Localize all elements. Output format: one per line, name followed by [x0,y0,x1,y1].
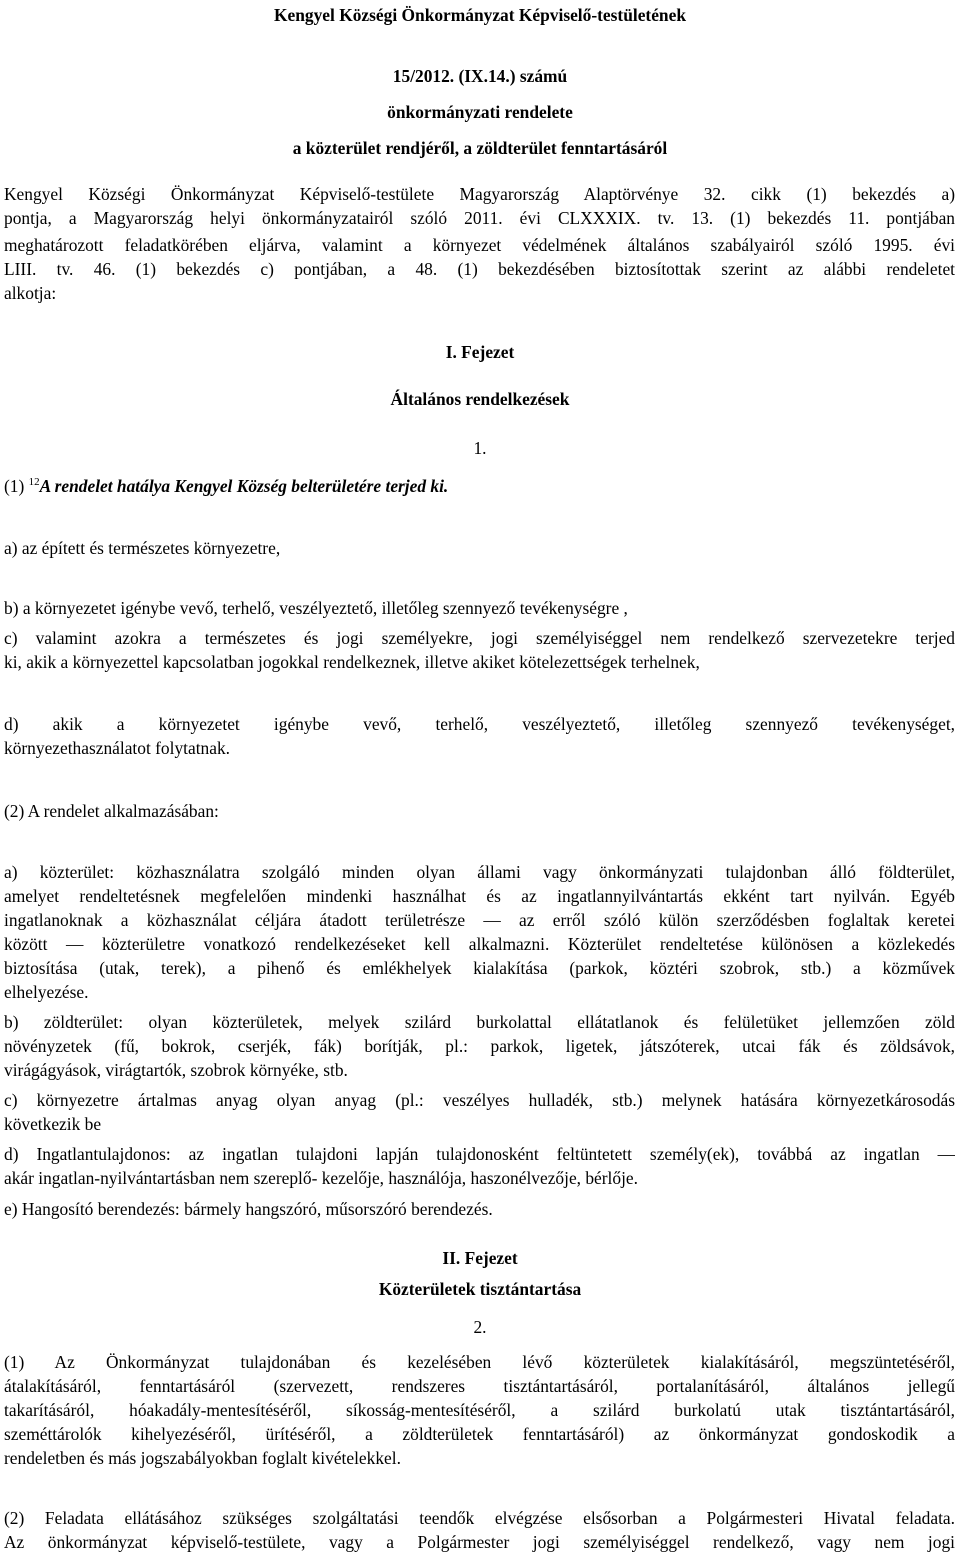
paragraph-2-2-line: (2) Feladata ellátásához szükséges szolgáltatási teendők elvégzése elsősorban a Polgármesteri Hivatal feladata. [4,1508,955,1528]
item-a: a) az épített és természetes környezetre, [4,538,281,558]
definition-a-line: között — közterületre vonatkozó rendelkezéseket kell alkalmazni. Közterület rendeltetése különösen a közlekedés [4,934,955,954]
definition-b-line: növényzetek (fű, bokrok, cserjék, fák) borítják, pl.: parkok, ligetek, játszóterek, utcai fák és zöldsávok, [4,1036,955,1056]
decree-type: önkormányzati rendelete [387,102,573,122]
definition-b-line: b) zöldterület: olyan közterületek, melyek szilárd burkolattal ellátatlanok és felületüket jellemzően zöld [4,1012,955,1032]
definition-a-line: amelyet rendeltetésnek megfelelően mindenki használhat és az ingatlannyilvántartás ekként tart nyilván. Egyéb [4,886,955,906]
preamble-line: alkotja: [4,283,57,303]
paragraph-2-1-line: szeméttárolók kihelyezéséről, ürítéséről, a zöldterületek fenntartásáról) az önkormányzat gondoskodik a [4,1424,955,1444]
decree-subject: a közterület rendjéről, a zöldterület fenntartásáról [292,138,668,158]
paragraph-1-1 [4,474,955,498]
chapter-1-title: Általános rendelkezések [390,389,570,409]
preamble-line: Kengyel Községi Önkormányzat Képviselő-testülete Magyarország Alaptörvénye 32. cikk (1) bekezdés a) [4,184,955,204]
issuer-title: Kengyel Községi Önkormányzat Képviselő-testületének [273,5,686,25]
paragraph-2-2-line: Az önkormányzat képviselő-testülete, vagy a Polgármester jogi személyiséggel rendelkező, vagy nem jogi [4,1532,955,1552]
chapter-2-number: II. Fejezet [442,1248,518,1268]
chapter-2-title: Közterületek tisztántartása [378,1279,582,1299]
definition-d-line: d) Ingatlantulajdonos: az ingatlan tulajdoni lapján tulajdonosként feltüntetett személy(ek), továbbá az ingatlan — [4,1144,955,1164]
definition-c-line: következik be [4,1114,102,1134]
definition-a-line: elhelyezése. [4,982,89,1002]
paragraph-2-1-line: átalakításáról, fenntartásáról (szervezett, rendszeres tisztántartásáról, portalanításáról, általános jellegű [4,1376,955,1396]
item-d-line: d) akik a környezetet igénybe vevő, terhelő, veszélyeztető, illetőleg szennyező tevékenységet, [4,714,955,734]
item-d-line: környezethasználatot folytatnak. [4,738,230,758]
item-c-line: ki, akik a környezettel kapcsolatban jogokkal rendelkeznek, illetve akiket kötelezettségek terhelnek, [4,652,700,672]
definition-a-line: a) közterület: közhasználatra szolgáló minden olyan állami vagy önkormányzati tulajdonban álló földterület, [4,862,955,882]
decree-number: 15/2012. (IX.14.) számú [392,66,568,86]
definition-d-line: akár ingatlan-nyilvántartásban nem szereplő- kezelője, használója, haszonélvezője, bérlője. [4,1168,638,1188]
definition-a-line: biztosítása (utak, terek), a pihenő és emlékhelyek kialakítása (parkok, köztéri szobrok, stb.) a közművek [4,958,955,978]
section-1-heading: 1. [473,438,487,458]
preamble-line: pontja, a Magyarország helyi önkormányzatairól szóló 2011. évi CLXXXIX. tv. 13. (1) bekezdés 11. pontjában [4,208,955,228]
preamble-line: meghatározott feladatkörében eljárva, valamint a környezet védelmének általános szabályairól szóló 1995. évi [4,235,955,255]
item-c-line: c) valamint azokra a természetes és jogi személyekre, jogi személyiséggel nem rendelkező szervezetekre terjed [4,628,955,648]
paragraph-2-1-line: rendeletben és más jogszabályokban foglalt kivételekkel. [4,1448,401,1468]
section-2-heading: 2. [473,1317,487,1337]
definition-e: e) Hangosító berendezés: bármely hangszóró, műsorszóró berendezés. [4,1199,493,1219]
scope-statement: A rendelet hatálya Kengyel Község belterületére terjed ki. [39,476,449,496]
paragraph-2-1-line: (1) Az Önkormányzat tulajdonában és kezelésében lévő közterületek kialakításáról, megszüntetéséről, [4,1352,955,1372]
footnote-marker: 12 [28,476,40,488]
chapter-1-number: I. Fejezet [445,342,515,362]
definition-b-line: virágágyások, virágtartók, szobrok környéke, stb. [4,1060,348,1080]
preamble-line: LIII. tv. 46. (1) bekezdés c) pontjában, a 48. (1) bekezdésében biztosítottak szerint az alábbi rendeletet [4,259,955,279]
paragraph-number: (1) [4,476,29,496]
item-b: b) a környezetet igénybe vevő, terhelő, veszélyeztető, illetőleg szennyező tevékenységre , [4,598,628,618]
paragraph-2-1-line: takarításáról, hóakadály-mentesítéséről, síkosság-mentesítéséről, a szilárd burkolatú utak tisztántartásáról, [4,1400,955,1420]
paragraph-1-2: (2) A rendelet alkalmazásában: [4,801,219,821]
definition-c-line: c) környezetre ártalmas anyag olyan anyag (pl.: veszélyes hulladék, stb.) melynek hatására környezetkárosodás [4,1090,955,1110]
definition-a-line: ingatlanoknak a közhasználat céljára átadott területrésze — az erről szóló külön szerződésben foglaltak keretei [4,910,955,930]
